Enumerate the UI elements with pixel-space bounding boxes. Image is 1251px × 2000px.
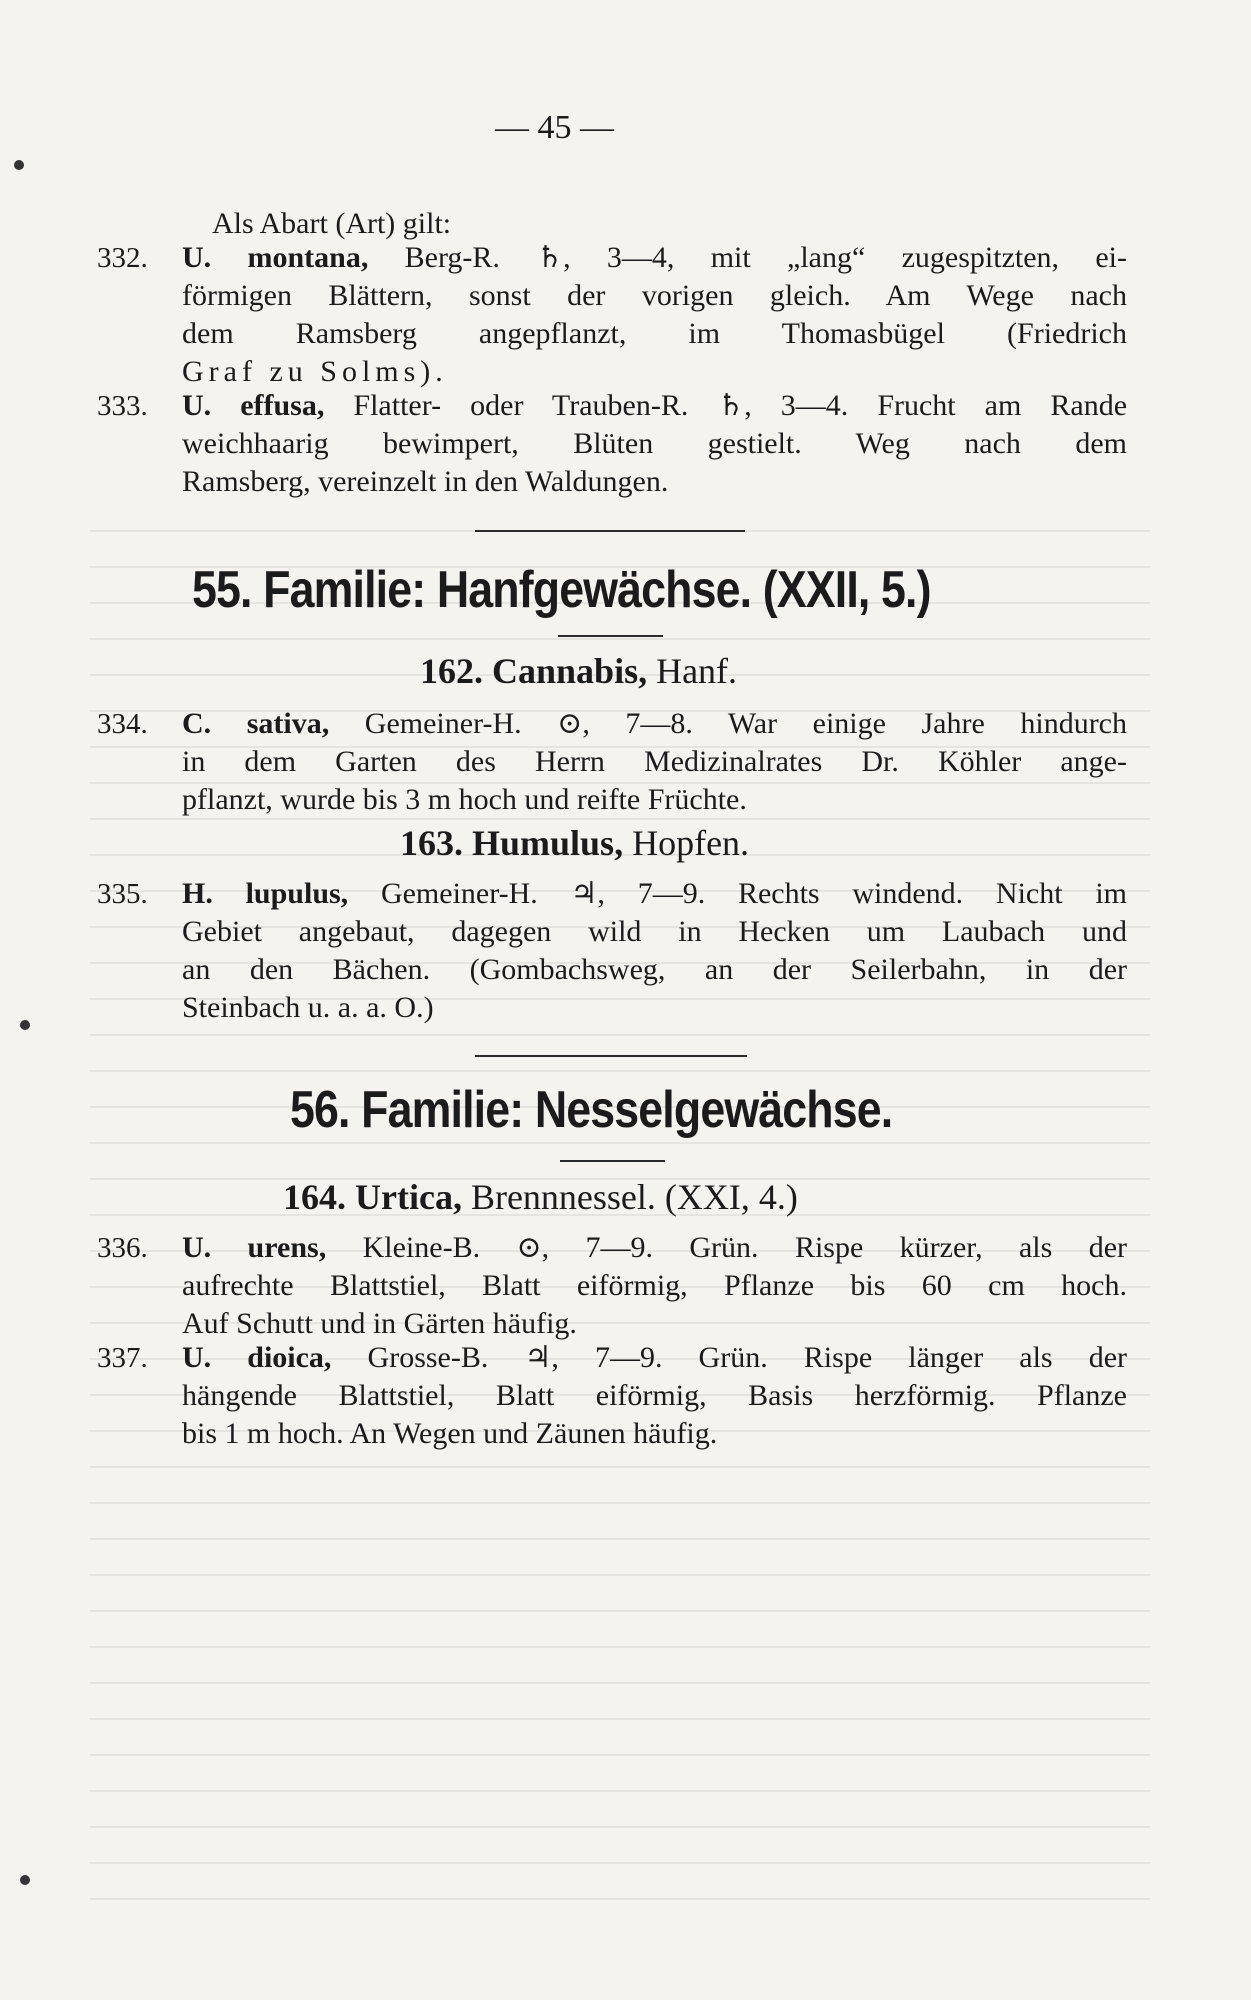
entry-line: Ramsberg, vereinzelt in den Waldungen.	[182, 465, 669, 498]
scan-speck	[20, 1020, 30, 1030]
genus-number: 162.	[420, 651, 483, 691]
entry-line: bis 1 m hoch. An Wegen und Zäunen häufig.	[182, 1417, 718, 1450]
entry-number: 332.	[97, 242, 148, 274]
genus-common: Hopfen.	[632, 823, 750, 863]
entry-line: aufrechte Blattstiel, Blatt eiförmig, Pflanze bis 60 cm hoch.	[182, 1269, 1127, 1302]
scan-speck	[20, 1875, 30, 1885]
entry-line	[182, 388, 1127, 424]
entry-line: hängende Blattstiel, Blatt eiförmig, Basis herzförmig. Pflanze	[182, 1379, 1127, 1412]
species-name: H. lupulus,	[182, 877, 349, 910]
short-divider	[558, 635, 663, 637]
entry-line	[182, 1230, 1127, 1266]
entry-number: 333.	[97, 390, 148, 422]
page-number: — 45 —	[495, 109, 614, 146]
genus-common: Brennnessel. (XXI, 4.)	[470, 1177, 798, 1217]
entry-line: förmigen Blättern, sonst der vorigen gleich. Am Wege nach	[182, 279, 1127, 312]
species-name: U. effusa,	[182, 389, 325, 422]
entry-line	[182, 1340, 1127, 1376]
genus-heading	[283, 1176, 798, 1218]
entry-line: Graf zu Solms).	[182, 355, 448, 388]
entry-number: 336.	[97, 1232, 148, 1264]
genus-number: 164.	[283, 1177, 346, 1217]
species-name: U. urens,	[182, 1231, 327, 1264]
genus-common: Hanf.	[656, 651, 738, 691]
short-divider	[560, 1160, 665, 1162]
entry-line	[182, 876, 1127, 912]
entry-line: Gebiet angebaut, dagegen wild in Hecken um Laubach und	[182, 915, 1127, 948]
genus-name: Urtica,	[355, 1177, 462, 1217]
entry-number: 337.	[97, 1342, 148, 1374]
entry-line	[182, 240, 1127, 276]
species-desc: Gemeiner-H. ♃, 7—9. Rechts windend. Nicht im	[380, 877, 1128, 910]
entry-line	[182, 706, 1127, 742]
species-name: U. dioica,	[182, 1341, 332, 1374]
genus-name: Humulus,	[472, 823, 624, 863]
section-divider	[475, 530, 745, 532]
species-desc: Berg-R. ♄, 3—4, mit „lang“ zugespitzten, ei-	[404, 241, 1128, 274]
species-name: C. sativa,	[182, 707, 330, 740]
entry-line: in dem Garten des Herrn Medizinalrates Dr. Köhler ange-	[182, 745, 1127, 778]
entry-number: 335.	[97, 878, 148, 910]
species-desc: Gemeiner-H. ⊙, 7—8. War einige Jahre hindurch	[364, 707, 1128, 740]
species-name: U. montana,	[182, 241, 369, 274]
entry-line: Auf Schutt und in Gärten häufig.	[182, 1307, 577, 1340]
species-desc: Kleine-B. ⊙, 7—9. Grün. Rispe kürzer, als der	[362, 1231, 1128, 1264]
species-desc: Flatter- oder Trauben-R. ♄, 3—4. Frucht am Rande	[353, 389, 1128, 422]
entry-line: dem Ramsberg angepflanzt, im Thomasbügel (Friedrich	[182, 317, 1127, 350]
family-heading: 56. Familie: Nesselgewächse.	[290, 1081, 893, 1139]
entry-line: weichhaarig bewimpert, Blüten gestielt. Weg nach dem	[182, 427, 1127, 460]
entry-line: Steinbach u. a. a. O.)	[182, 991, 434, 1024]
genus-name: Cannabis,	[492, 651, 648, 691]
genus-heading	[400, 822, 749, 864]
intro-line: Als Abart (Art) gilt:	[212, 207, 452, 240]
genus-number: 163.	[400, 823, 463, 863]
entry-line: pflanzt, wurde bis 3 m hoch und reifte Früchte.	[182, 783, 747, 816]
genus-heading	[420, 650, 737, 692]
family-heading: 55. Familie: Hanfgewächse. (XXII, 5.)	[192, 561, 931, 619]
species-desc: Grosse-B. ♃, 7—9. Grün. Rispe länger als der	[367, 1341, 1128, 1374]
section-divider	[475, 1055, 747, 1057]
entry-line: an den Bächen. (Gombachsweg, an der Seilerbahn, in der	[182, 953, 1127, 986]
scan-speck	[14, 160, 24, 170]
entry-number: 334.	[97, 708, 148, 740]
